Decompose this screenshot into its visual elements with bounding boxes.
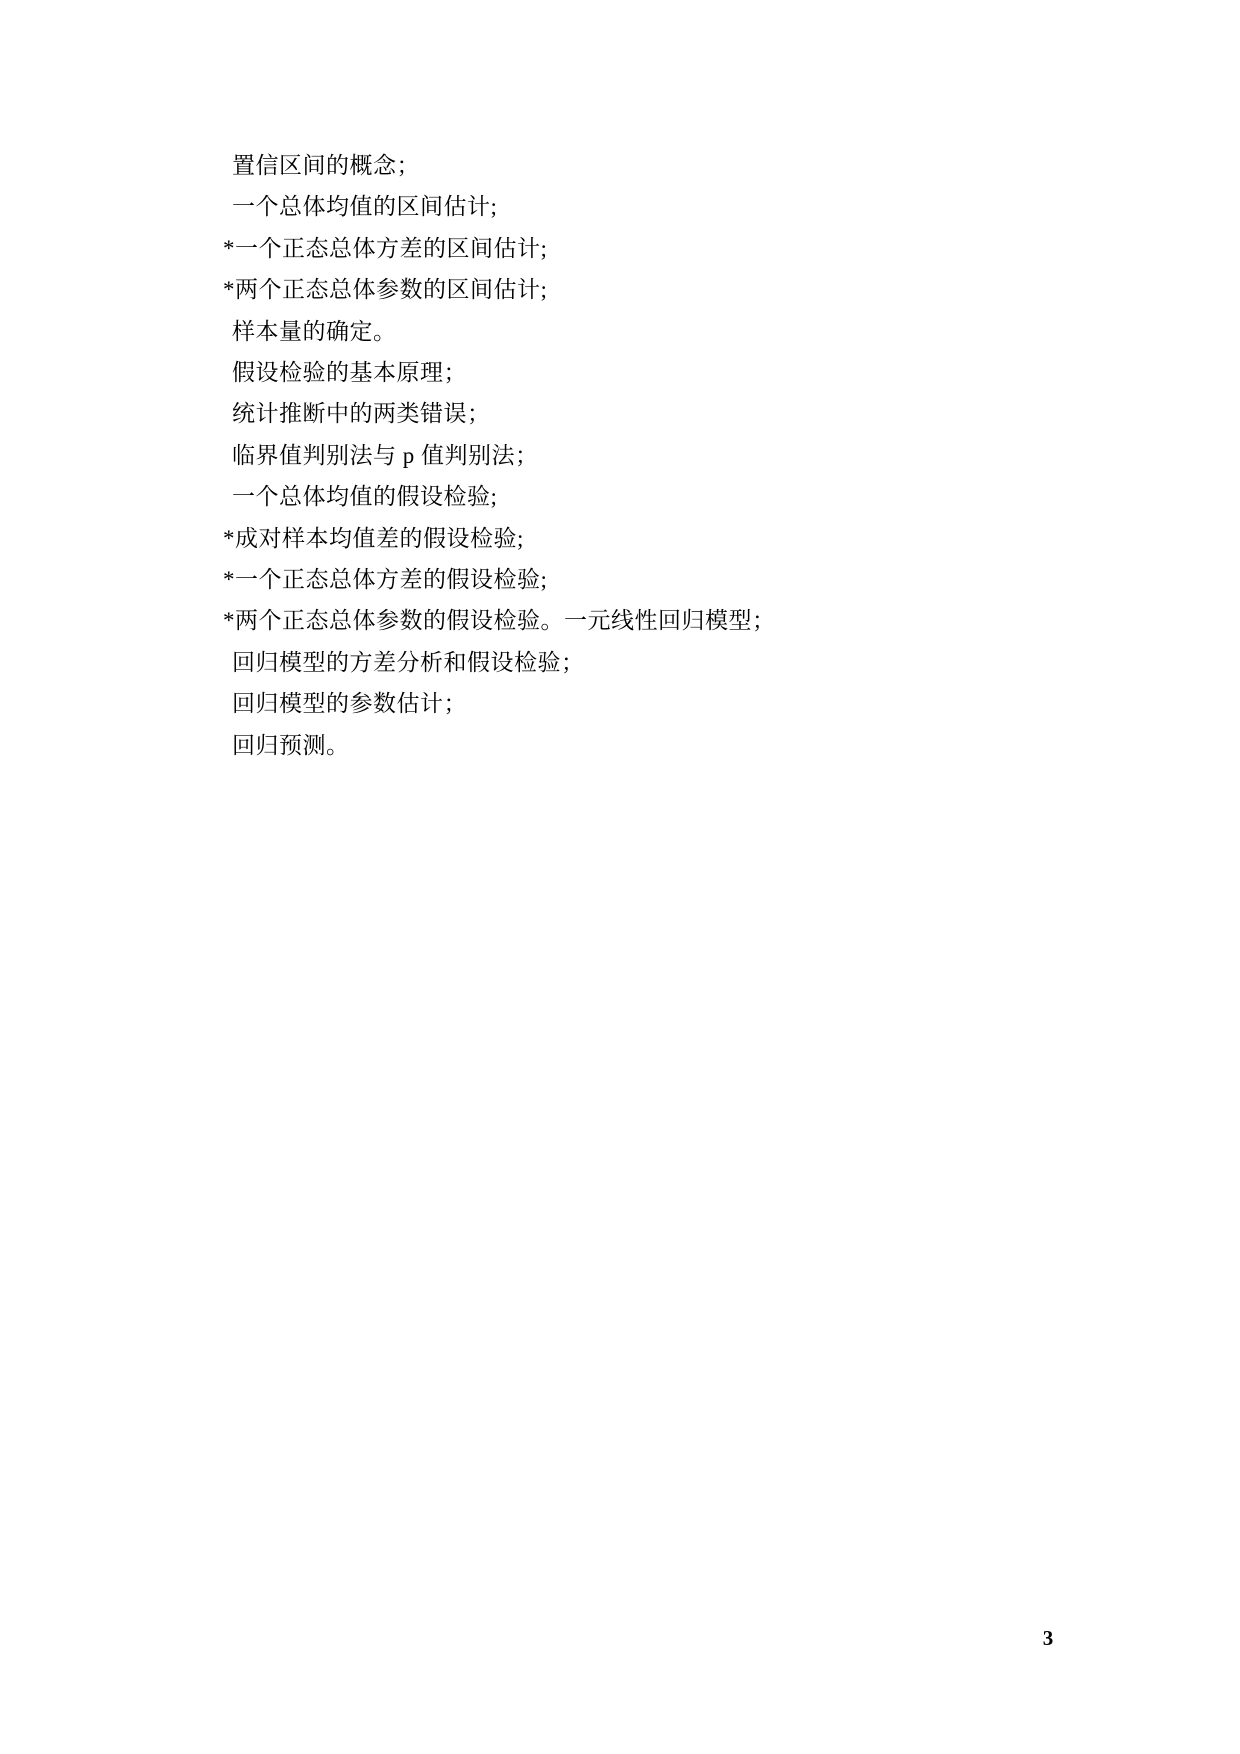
paragraph-line: *两个正态总体参数的假设检验。一元线性回归模型； bbox=[223, 608, 776, 634]
paragraph-line: 回归预测。 bbox=[232, 732, 350, 758]
paragraph-line: 一个总体均值的假设检验; bbox=[232, 484, 498, 510]
paragraph-line: 一个总体均值的区间估计; bbox=[232, 194, 498, 220]
page-number: 3 bbox=[1042, 1626, 1054, 1650]
paragraph-line: 假设检验的基本原理； bbox=[232, 360, 467, 386]
paragraph-line: *两个正态总体参数的区间估计; bbox=[223, 277, 548, 303]
document-body bbox=[223, 145, 1160, 766]
paragraph-line: 样本量的确定。 bbox=[232, 318, 397, 344]
paragraph-line: *一个正态总体方差的假设检验; bbox=[223, 567, 548, 593]
paragraph-line: 置信区间的概念； bbox=[232, 153, 420, 178]
paragraph-line: *一个正态总体方差的区间估计; bbox=[223, 235, 548, 261]
paragraph-line: *成对样本均值差的假设检验; bbox=[223, 525, 524, 551]
paragraph-line: 临界值判别法与 p 值判别法； bbox=[232, 442, 539, 468]
paragraph-line: 回归模型的方差分析和假设检验； bbox=[232, 649, 585, 675]
paragraph-line: 回归模型的参数估计； bbox=[232, 691, 467, 717]
paragraph-line: 统计推断中的两类错误； bbox=[232, 401, 491, 427]
